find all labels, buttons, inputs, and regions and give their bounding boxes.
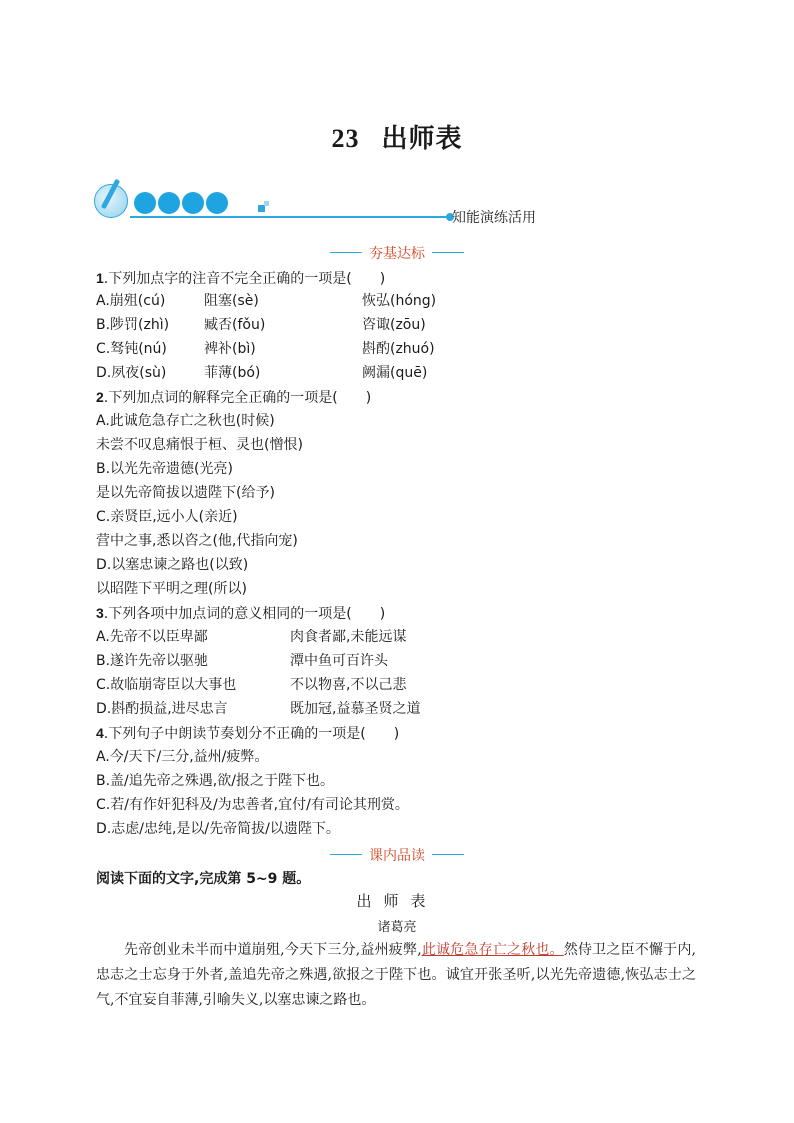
question-3-stem [96, 601, 385, 626]
passage-title: 出师表 [356, 892, 438, 910]
passage-segment: 先帝创业未半而中道崩殂,今天下三分,益州疲弊, [124, 942, 422, 958]
question-text: .下列各项中加点词的意义相同的一项是( ) [103, 606, 386, 622]
question-number: 3 [96, 605, 104, 621]
q2-line: 以昭陛下平明之理(所以) [96, 581, 247, 597]
q1-option: D.夙夜(sù) [96, 365, 167, 381]
question-number: 2 [96, 389, 104, 405]
q3-option: 潭中鱼可百许头 [290, 653, 388, 669]
q1-option: B.陟罚(zhì) [96, 317, 170, 333]
q3-option: 既加冠,益慕圣贤之道 [290, 701, 421, 717]
q1-option: 恢弘(hóng) [362, 293, 437, 309]
passage-author: 诸葛亮 [377, 920, 417, 935]
q2-line: 未尝不叹息痛恨于桓、灵也(憎恨) [96, 437, 303, 453]
q1-option: 裨补(bì) [204, 341, 256, 357]
q1-option: 阙漏(quē) [362, 365, 428, 381]
q3-option: 肉食者鄙,未能远谋 [290, 629, 407, 645]
section-banner [94, 178, 536, 228]
q4-option: B.盖/追先帝之殊遇,欲/报之于陛下也。 [96, 773, 334, 789]
q4-option: C.若/有作奸犯科及/为忠善者,宜付/有司论其刑赏。 [96, 797, 409, 813]
section-heading-basic: 夯基达标 [330, 243, 464, 263]
q1-option: 阻塞(sè) [204, 293, 259, 309]
q3-option: D.斟酌损益,进尽忠言 [96, 701, 228, 717]
q2-line: 营中之事,悉以咨之(他,代指向宠) [96, 533, 298, 549]
question-1-stem [96, 266, 385, 291]
question-text: .下列加点词的解释完全正确的一项是( ) [103, 390, 372, 406]
question-2-stem [96, 385, 371, 410]
banner-square [258, 205, 265, 212]
lesson-number: 23 [331, 124, 360, 153]
reading-instruction: 阅读下面的文字,完成第 5~9 题。 [96, 871, 311, 887]
question-text: .下列加点字的注音不完全正确的一项是( ) [103, 271, 386, 287]
q3-option: 不以物喜,不以己悲 [290, 677, 407, 693]
q3-option: B.遂许先帝以驱驰 [96, 653, 209, 669]
page-title [0, 118, 794, 155]
q1-option: C.驽钝(nú) [96, 341, 167, 357]
q2-line: A.此诚危急存亡之秋也(时候) [96, 413, 275, 429]
question-number: 1 [96, 270, 104, 286]
passage-text [96, 938, 696, 1013]
question-text: .下列句子中朗读节奏划分不正确的一项是( ) [103, 726, 400, 742]
q1-option: 斟酌(zhuó) [362, 341, 435, 357]
q2-line: D.以塞忠谏之路也(以致) [96, 557, 249, 573]
q4-option: A.今/天下/三分,益州/疲弊。 [96, 749, 269, 765]
banner-dot [182, 192, 204, 214]
section-heading-reading: 课内品读 [330, 845, 464, 865]
q1-option: 咨诹(zōu) [362, 317, 426, 333]
q3-option: A.先帝不以臣卑鄙 [96, 629, 208, 645]
q1-option: 臧否(fǒu) [204, 317, 266, 333]
q2-line: B.以光先帝遗德(光亮) [96, 461, 233, 477]
passage-segment: 然侍卫之臣不懈于内,忠志之士忘身于外者,盖追先帝之殊遇,欲报之于陛下也。诚宜开张圣听,以光先帝遗德,恢弘志士之气,不宜妄自菲薄,引喻失义,以塞忠谏之路也。 [96, 942, 697, 1008]
q1-option: 菲薄(bó) [204, 365, 261, 381]
q3-option: C.故临崩寄臣以大事也 [96, 677, 237, 693]
banner-dot [206, 192, 228, 214]
underlined-sentence: 此诚危急存亡之秋也。 [421, 942, 564, 958]
q2-line: 是以先帝简拔以遗陛下(给予) [96, 485, 275, 501]
banner-square [264, 201, 269, 206]
banner-label: 知能演练活用 [452, 210, 536, 226]
q4-option: D.志虑/忠纯,是以/先帝简拔/以遗陛下。 [96, 821, 340, 837]
question-4-stem [96, 721, 399, 746]
lesson-title: 出师表 [381, 124, 463, 154]
question-number: 4 [96, 725, 104, 741]
banner-dot [134, 192, 156, 214]
q2-line: C.亲贤臣,远小人(亲近) [96, 509, 238, 525]
banner-dot [158, 192, 180, 214]
banner-line [130, 216, 448, 218]
q1-option: A.崩殂(cú) [96, 293, 166, 309]
